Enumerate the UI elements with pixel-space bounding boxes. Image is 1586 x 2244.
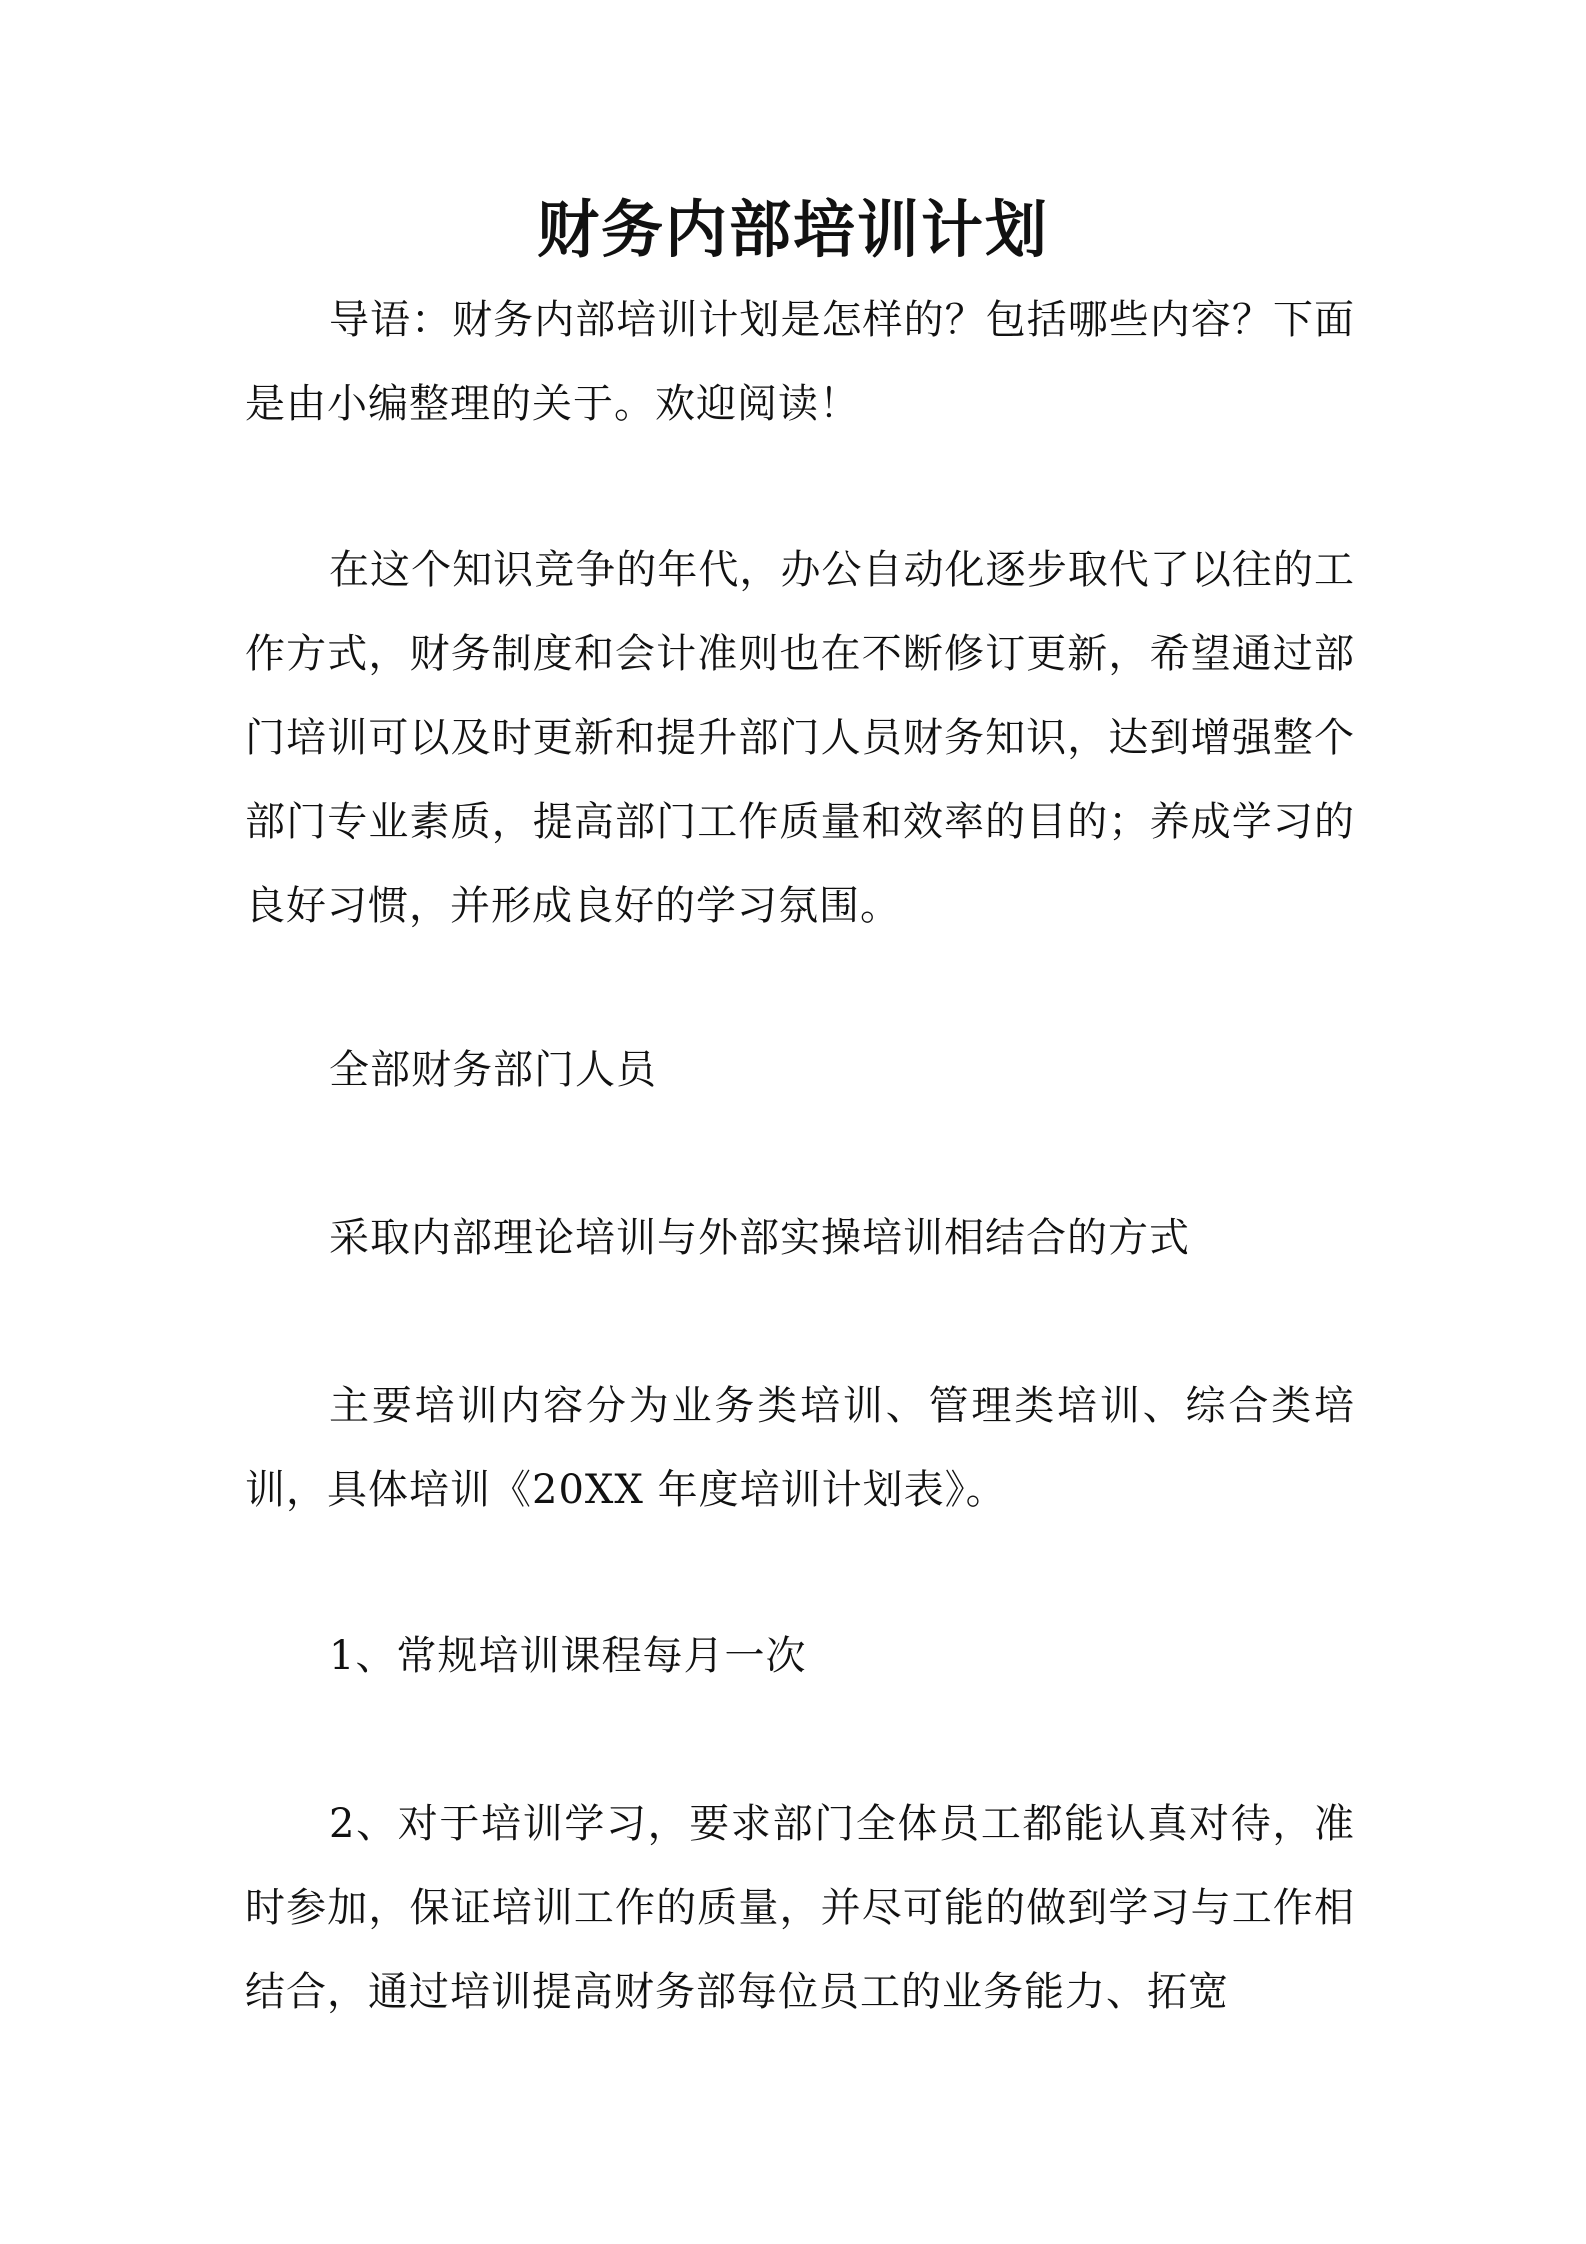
intro-paragraph: 导语：财务内部培训计划是怎样的？包括哪些内容？下面是由小编整理的关于。欢迎阅读！ [245,297,1355,427]
rule-1-paragraph: 1、常规培训课程每月一次 [329,1633,807,1679]
background-paragraph: 在这个知识竞争的年代，办公自动化逐步取代了以往的工作方式，财务制度和会计准则也在不断修订更新，希望通过部门培训可以及时更新和提升部门人员财务知识，达到增强整个部门专业素质，提高部门工作质量和效率的目的；养成学习的良好习惯，并形成良好的学习氛围。 [245,547,1355,929]
training-method-paragraph: 采取内部理论培训与外部实操培训相结合的方式 [329,1215,1190,1261]
target-audience-paragraph: 全部财务部门人员 [329,1047,657,1093]
page-title: 财务内部培训计划 [536,193,1049,266]
rule-2-paragraph: 2、对于培训学习，要求部门全体员工都能认真对待，准时参加，保证培训工作的质量，并尽可能的做到学习与工作相结合，通过培训提高财务部每位员工的业务能力、拓宽 [245,1801,1355,2015]
training-content-paragraph: 主要培训内容分为业务类培训、管理类培训、综合类培训，具体培训《20XX 年度培训计划表》。 [245,1383,1355,1513]
